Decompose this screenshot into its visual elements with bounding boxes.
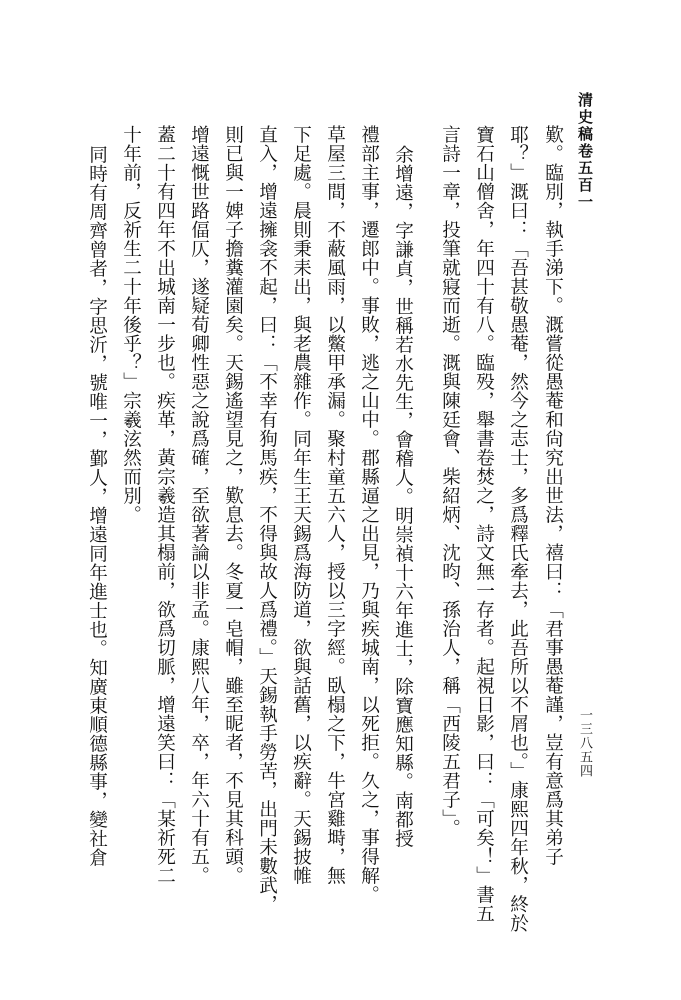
text-column-1: 歎。臨別，執手涕下。溉嘗從愚菴和尙究出世法，禧曰：「君事愚菴謹，豈有意爲其弟子 [542, 125, 564, 866]
text-column-9: 直入，增遠擁衾不起，曰：「不幸有狗馬疾，不得與故人爲禮。」天錫執手勞苦，出門未數武， [256, 125, 278, 914]
text-column-2: 耶？」溉曰：「吾甚敬愚菴，然今之志士，多爲釋氏牽去，此吾所以不屑也。」康熙四年秋，終於 [507, 125, 529, 933]
text-column-7: 草屋三間，不蔽風雨，以鱉甲承漏。聚村童五六人，授以三字經。臥榻之下，牛宮雞塒，無 [324, 125, 346, 885]
text-column-12: 蓋二十有四年不出城南一步也。疾革，黃宗羲造其榻前，欲爲切脈，增遠笑曰：「某祈死二 [154, 125, 176, 885]
page-number: 一三八五四 [577, 708, 592, 778]
text-column-11: 增遠慨世路偪仄，遂疑荀卿性惡之說爲確，至欲著論以非孟。康熙八年，卒，年六十有五。 [188, 125, 210, 885]
text-column-5: 余增遠，字謙貞，世稱若水先生，會稽人。明崇禎十六年進士，除寶應知縣。南都授 [392, 145, 414, 848]
text-column-6: 禮部主事，遷郎中。事敗，逃之山中。郡縣逼之出見，乃與疾城南，以死拒。久之，事得解。 [358, 125, 380, 904]
text-column-14: 同時有周齊曾者，字思沂，號唯一，鄞人，增遠同年進士也。知廣東順德縣事，變社倉 [86, 145, 108, 867]
text-column-3: 寶石山僧舍，年四十有八。臨殁，舉書卷焚之，詩文無一存者。起視日影，曰：「可矣！」書五 [473, 125, 495, 923]
text-column-8: 下足處。晨則秉耒出，與老農雜作。同年生王天錫爲海防道，欲與話舊，以疾辭。天錫披帷 [290, 125, 312, 885]
text-column-13: 十年前，反祈生二十年後乎？」宗羲泫然而別。 [120, 125, 142, 524]
text-column-4: 言詩一章，投筆就寢而逝。溉與陳廷會、柴紹炳、沈昀、孫治人，稱「西陵五君子」。 [439, 125, 461, 838]
text-column-10: 則已與一婢子擔糞灌園矣。天錫遙望見之，歎息去。冬夏一皂帽，雖至昵者，不見其科頭。 [222, 125, 244, 885]
running-header-title: 清史稿卷五百一 [576, 92, 594, 211]
